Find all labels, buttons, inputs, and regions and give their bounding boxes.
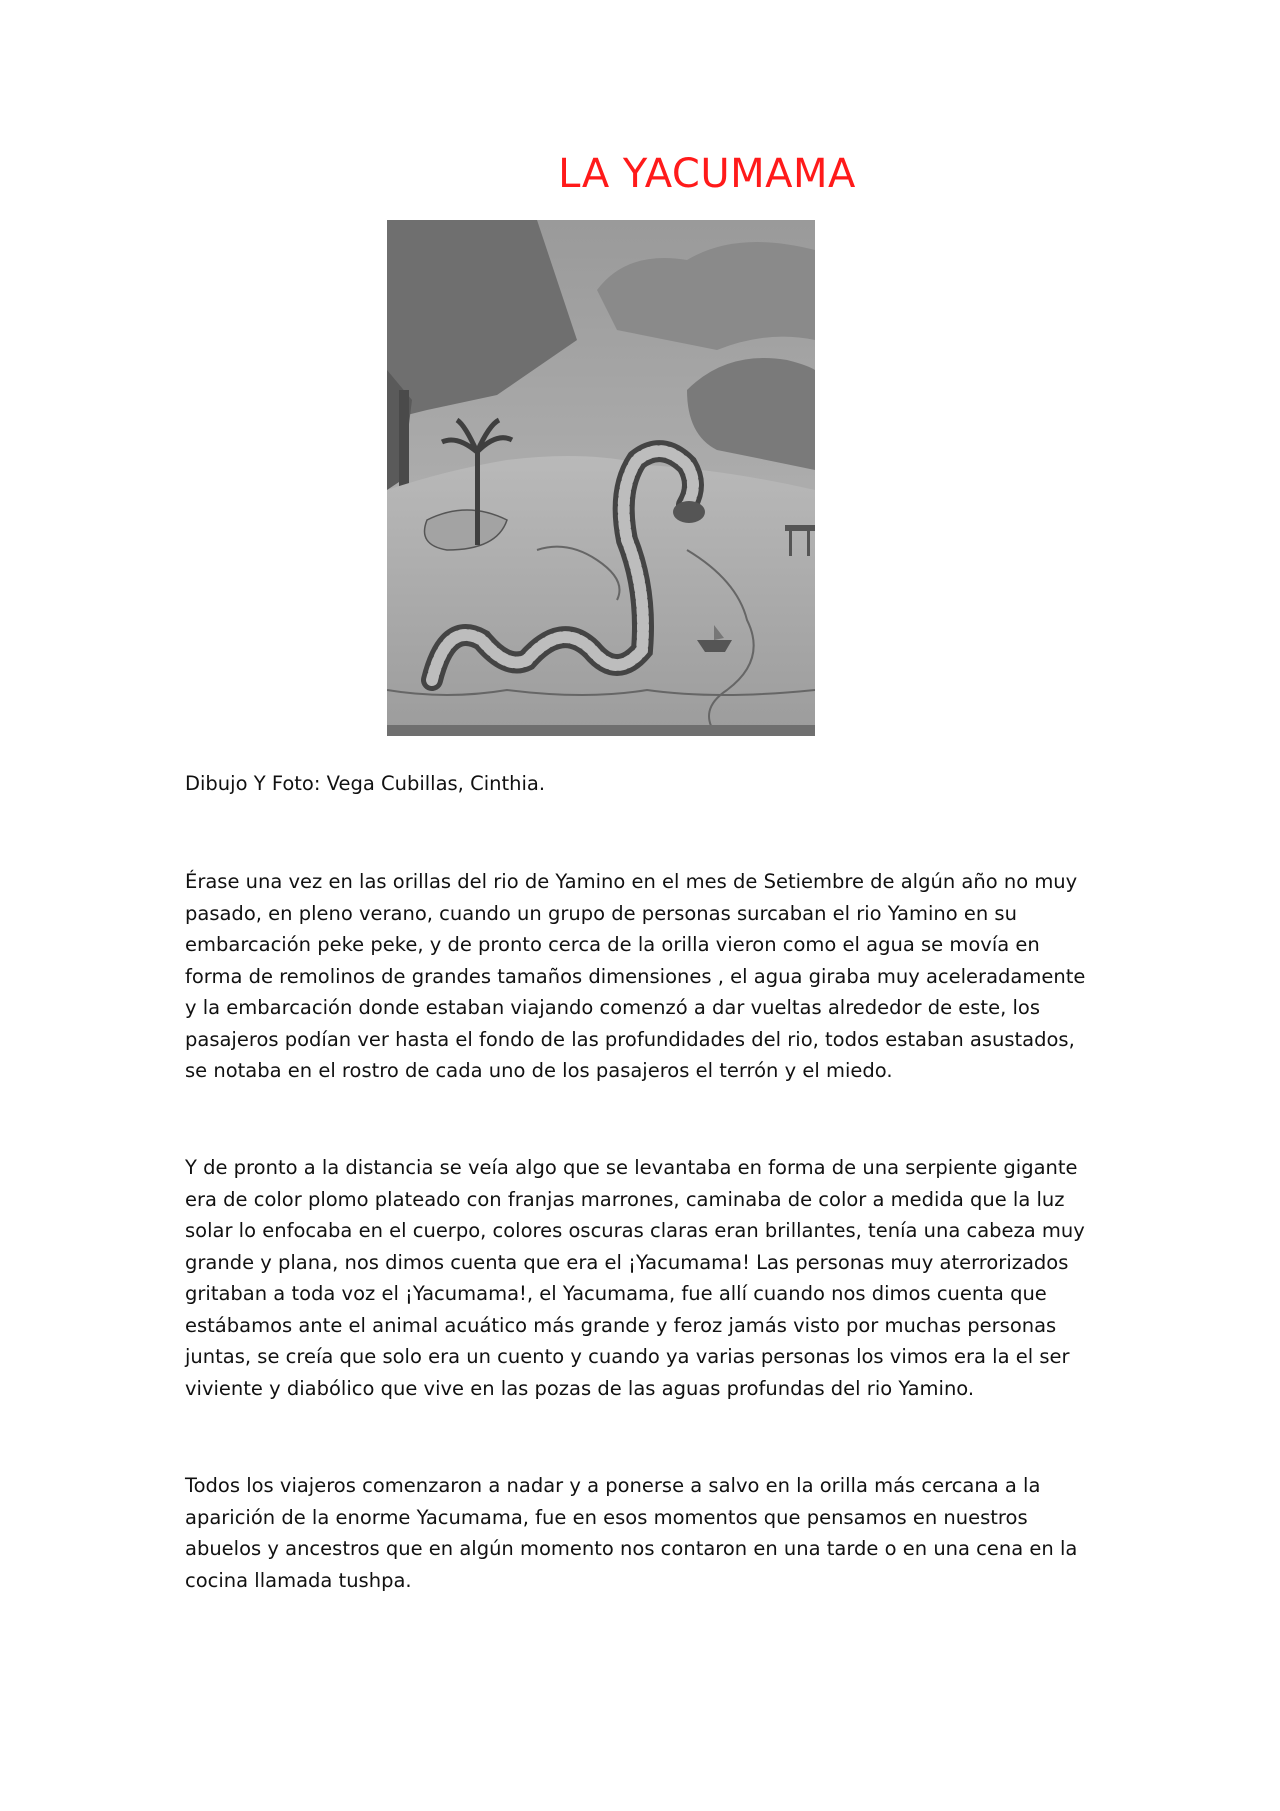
story-paragraph-1: Érase una vez en las orillas del rio de Yamino en el mes de Setiembre de algún año no muy pasado, en pleno verano, cuando un grupo de personas surcaban el rio Yamino en su embarcación peke peke, y de pronto cerca de la orilla vieron como el agua se movía en forma de remolinos de grandes tamaños dimensiones , el agua giraba muy aceleradamente y la embarcación donde estaban viajando comenzó a dar vueltas alrededor de este, los pasajeros podían ver hasta el fondo de las profundidades del rio, todos estaban asustados, se notaba en el rostro de cada uno de los pasajeros el terrón y el miedo. (185, 870, 1086, 1082)
pencil-drawing-icon (387, 220, 815, 736)
yacumama-drawing-image (387, 220, 815, 736)
figure-caption: Dibujo Y Foto: Vega Cubillas, Cinthia. (185, 772, 546, 795)
story-paragraph-3: Todos los viajeros comenzaron a nadar y a ponerse a salvo en la orilla más cercana a la aparición de la enorme Yacumama, fue en esos momentos que pensamos en nuestros abuelos y ancestros que en algún momento nos contaron en una tarde o en una cena en la cocina llamada tushpa. (185, 1474, 1078, 1592)
story-paragraph-2: Y de pronto a la distancia se veía algo que se levantaba en forma de una serpiente gigante era de color plomo plateado con franjas marrones, caminaba de color a medida que la luz solar lo enfocaba en el cuerpo, colores oscuras claras eran brillantes, tenía una cabeza muy grande y plana, nos dimos cuenta que era el ¡Yacumama! Las personas muy aterrorizados gritaban a toda voz el ¡Yacumama!, el Yacumama, fue allí cuando nos dimos cuenta que estábamos ante el animal acuático más grande y feroz jamás visto por muchas personas juntas, se creía que solo era un cuento y cuando ya varias personas los vimos era la el ser viviente y diabólico que vive en las pozas de las aguas profundas del rio Yamino. (185, 1156, 1085, 1400)
document-title: LA YACUMAMA (558, 151, 856, 197)
